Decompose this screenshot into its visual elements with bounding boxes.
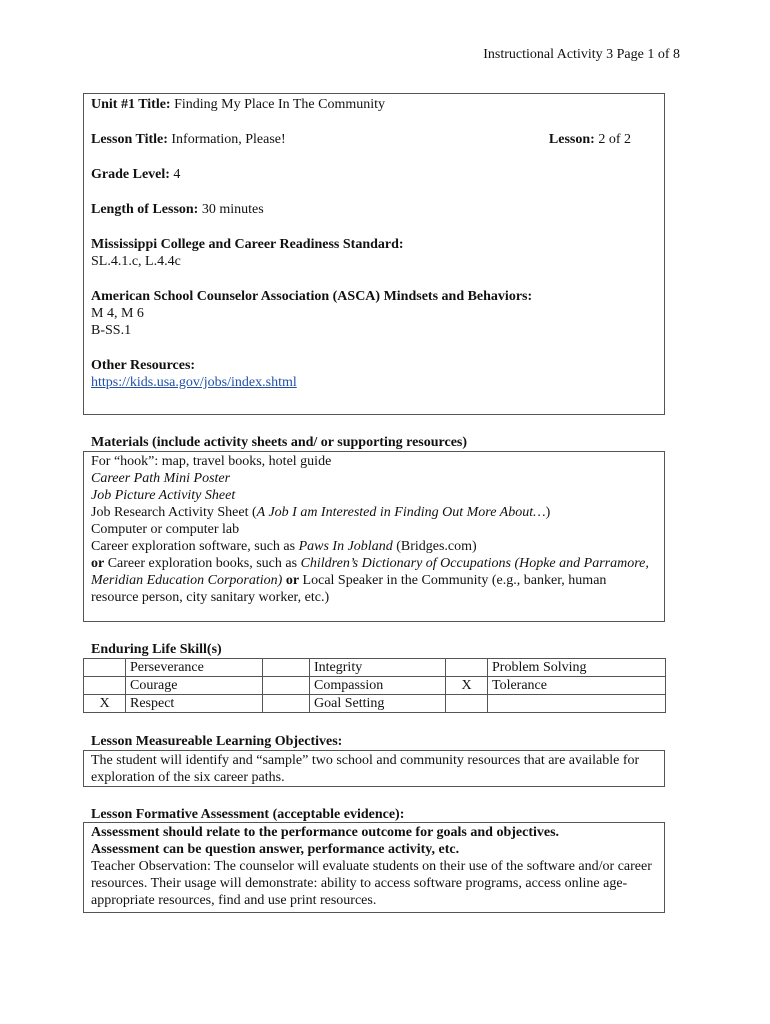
resources-link[interactable]: https://kids.usa.gov/jobs/index.shtml [91, 375, 297, 390]
assessment-guideline-1: Assessment should relate to the performance outcome for goals and objectives. [91, 825, 560, 840]
asca-label: American School Counselor Association (ASCA) Mindsets and Behaviors: [91, 289, 533, 304]
skill-label: Compassion [310, 677, 446, 695]
unit-title-value: Finding My Place In The Community [170, 97, 386, 112]
page-header-label: Instructional Activity 3 Page 1 of 8 [483, 47, 680, 62]
lesson-title-label: Lesson Title: [91, 132, 168, 147]
materials-title: Materials (include activity sheets and/ or supporting resources) [91, 435, 468, 450]
unit-info-box [83, 93, 665, 415]
skill-mark [446, 659, 488, 677]
lesson-title-row [91, 131, 657, 148]
assessment-guideline-2: Assessment can be question answer, performance activity, etc. [91, 842, 460, 857]
materials-books: or Career exploration books, such as Children’s Dictionary of Occupations (Hopke and Parramore, Meridian Education Corporation) or Local Speaker in the Community (e.g., banker, human resource person, city sanitary worker, etc.) [91, 556, 649, 605]
life-skills-table [83, 658, 666, 713]
assessment-text: Teacher Observation: The counselor will evaluate students on their use of the software and/or career resources. Their usage will demonstrate: ability to access software programs, access online age-appropriate resources, find and use print resources. [91, 859, 652, 908]
life-skills-title: Enduring Life Skill(s) [91, 642, 222, 657]
objectives-text: The student will identify and “sample” two school and community resources that are available for exploration of the six career paths. [91, 753, 640, 785]
objectives-title: Lesson Measureable Learning Objectives: [91, 734, 343, 749]
materials-computer: Computer or computer lab [91, 522, 240, 537]
materials-picture-sheet: Job Picture Activity Sheet [91, 488, 236, 503]
skill-label: Perseverance [126, 659, 263, 677]
lesson-number-value: 2 of 2 [594, 132, 631, 147]
skill-label: Goal Setting [310, 695, 446, 713]
skill-mark: X [446, 677, 488, 695]
other-resources-label: Other Resources: [91, 358, 196, 373]
skill-label: Integrity [310, 659, 446, 677]
unit-title-label: Unit #1 Title: [91, 97, 171, 112]
table-row [84, 695, 666, 713]
lesson-length-label: Length of Lesson: [91, 202, 199, 217]
unit-title-line [91, 96, 657, 113]
skill-label: Tolerance [488, 677, 666, 695]
ms-standard-label: Mississippi College and Career Readiness Standard: [91, 237, 404, 252]
skill-label [488, 695, 666, 713]
assessment-box [83, 822, 665, 913]
skill-mark [263, 695, 310, 713]
skill-label: Respect [126, 695, 263, 713]
table-row [84, 659, 666, 677]
lesson-number-label: Lesson: [548, 132, 595, 147]
materials-hook: For “hook”: map, travel books, hotel guide [91, 454, 332, 469]
skill-mark [446, 695, 488, 713]
skill-mark [263, 677, 310, 695]
table-row [84, 677, 666, 695]
objectives-box [83, 750, 665, 787]
skill-mark: X [84, 695, 126, 713]
skill-mark [263, 659, 310, 677]
materials-software: Career exploration software, such as Paws In Jobland (Bridges.com) [91, 539, 477, 554]
assessment-title: Lesson Formative Assessment (acceptable evidence): [91, 807, 405, 822]
grade-level-value: 4 [169, 167, 181, 182]
skill-mark [84, 677, 126, 695]
skill-label: Courage [126, 677, 263, 695]
skill-label: Problem Solving [488, 659, 666, 677]
materials-box [83, 451, 665, 622]
ms-standard-value: SL.4.1.c, L.4.4c [91, 254, 181, 269]
asca-mindsets: M 4, M 6 [91, 306, 144, 321]
lesson-title-value: Information, Please! [167, 132, 286, 147]
grade-level-line [91, 166, 657, 183]
lesson-length-value: 30 minutes [198, 202, 264, 217]
lesson-length-line [91, 201, 657, 218]
asca-behaviors: B-SS.1 [91, 323, 132, 338]
materials-research-sheet: Job Research Activity Sheet (A Job I am Interested in Finding Out More About…) [91, 505, 551, 520]
materials-poster: Career Path Mini Poster [91, 471, 231, 486]
skill-mark [84, 659, 126, 677]
grade-level-label: Grade Level: [91, 167, 170, 182]
